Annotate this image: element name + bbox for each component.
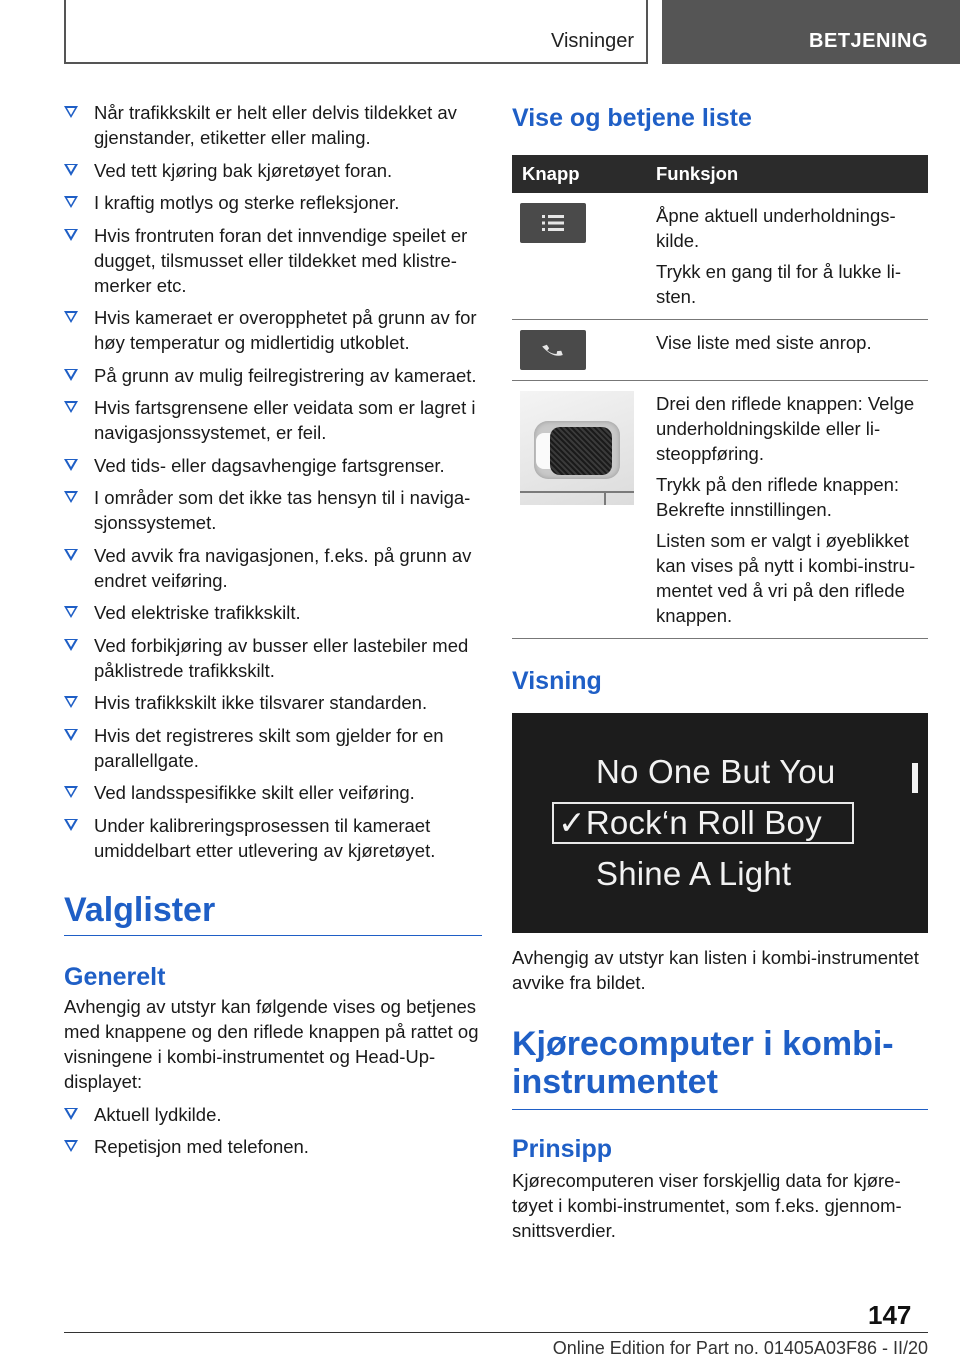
triangle-bullet-icon (64, 786, 78, 798)
list-item: Under kalibreringsprosessen til kameraet umiddelbart etter utlevering av kjøretøyet. (64, 813, 482, 863)
function-text: Drei den riflede knappen: Velge underholdningskilde eller listeoppføring. (656, 393, 915, 464)
list-menu-icon (520, 203, 586, 243)
triangle-bullet-icon (64, 639, 78, 651)
triangle-bullet-icon (64, 401, 78, 413)
generelt-paragraph: Avhengig av utstyr kan følgende vises og betjenes med knappene og den riflede knappen på rattet og visningene i kombi-instrumentet og Head-Up-displayet: (64, 995, 479, 1092)
triangle-bullet-icon (64, 491, 78, 503)
triangle-bullet-icon (64, 229, 78, 241)
triangle-bullet-icon (64, 311, 78, 323)
list-item: Ved landsspesifikke skilt eller veiføring. (64, 780, 482, 805)
heading-generelt: Generelt (64, 962, 166, 991)
triangle-bullet-icon (64, 196, 78, 208)
triangle-bullet-icon (64, 1140, 78, 1152)
list-item: Ved tett kjøring bak kjøretøyet foran. (64, 158, 482, 183)
heading-kjorecomputer: Kjørecomputer i kombiinstrumentet (512, 1025, 894, 1101)
triangle-bullet-icon (64, 606, 78, 618)
function-text: Vise liste med siste anrop. (656, 332, 872, 353)
list-item: I områder som det ikke tas hensyn til i navigasjonssystemet. (64, 485, 482, 535)
column-header-knapp: Knapp (512, 155, 644, 193)
phone-handset-icon (520, 330, 586, 370)
triangle-bullet-icon (64, 1108, 78, 1120)
display-screenshot (512, 713, 928, 933)
list-item: På grunn av mulig feilregistrering av kameraet. (64, 363, 482, 388)
list-item: Når trafikkskilt er helt eller delvis tildekket av gjenstander, etiketter eller maling. (64, 100, 482, 150)
chapter-title: BETJENING (809, 30, 928, 52)
heading-prinsipp: Prinsipp (512, 1135, 613, 1163)
scrollbar-indicator (912, 763, 918, 793)
knurled-wheel-image (520, 391, 634, 505)
screen-list-item: Shine A Light (596, 855, 792, 892)
section-title: Visninger (550, 30, 634, 52)
triangle-bullet-icon (64, 106, 78, 118)
triangle-bullet-icon (64, 549, 78, 561)
table-row (512, 381, 928, 639)
prinsipp-paragraph: Kjørecomputeren viser forskjellig data for kjøretøyet i kombi-instrumentet, som f.eks. gjennomsnittsverdier. (512, 1170, 902, 1241)
table-row (512, 193, 928, 320)
triangle-bullet-icon (64, 459, 78, 471)
list-item: Hvis kameraet er overopphetet på grunn av for høy temperatur og midlertidig utkoblet. (64, 305, 482, 355)
list-item: Ved avvik fra navigasjonen, f.eks. på grunn av endret veiføring. (64, 543, 482, 593)
left-column (64, 100, 482, 1167)
triangle-bullet-icon (64, 819, 78, 831)
function-text: Trykk en gang til for å lukke listen. (656, 261, 902, 307)
list-item: Ved elektriske trafikkskilt. (64, 600, 482, 625)
list-item: Repetisjon med telefonen. (64, 1134, 482, 1159)
function-text: Åpne aktuell underholdningskilde. (656, 205, 896, 251)
screen-list-item: No One But You (596, 753, 836, 790)
list-item: Ved forbikjøring av busser eller lastebiler med påklistrede trafikkskilt. (64, 633, 482, 683)
screen-selected-item: ✓Rock‘n Roll Boy (558, 804, 822, 841)
button-function-table (512, 155, 928, 639)
list-item: Hvis fartsgrensene eller veidata som er lagret i navigasjonssystemet, er feil. (64, 395, 482, 445)
function-text: Trykk på den riflede knappen: Bekrefte innstillingen. (656, 474, 900, 520)
right-column (512, 100, 928, 1243)
header-chapter-box (662, 0, 960, 64)
list-item: Ved tids- eller dagsavhengige fartsgrenser. (64, 453, 482, 478)
list-item: Hvis trafikkskilt ikke tilsvarer standarden. (64, 690, 482, 715)
triangle-bullet-icon (64, 369, 78, 381)
list-item: Hvis frontruten foran det innvendige speilet er dugget, tilsmusset eller tildekket med klistremerker etc. (64, 223, 482, 298)
triangle-bullet-icon (64, 696, 78, 708)
function-text: Listen som er valgt i øyeblikket kan vises på nytt i kombi-instrumentet ved å vri på den riflede knappen. (656, 530, 916, 626)
heading-vise-og-betjene-liste: Vise og betjene liste (512, 104, 752, 132)
header-left-box (64, 0, 648, 64)
conditions-list (64, 100, 482, 863)
table-row (512, 320, 928, 381)
footer-edition-note: Online Edition for Part no. 01405A03F86 - II/20 (552, 1338, 928, 1358)
triangle-bullet-icon (64, 729, 78, 741)
heading-valglister: Valglister (64, 890, 216, 929)
list-item: Aktuell lydkilde. (64, 1102, 482, 1127)
list-item: Hvis det registreres skilt som gjelder for en parallellgate. (64, 723, 482, 773)
page-number: 147 (868, 1300, 912, 1330)
display-caption: Avhengig av utstyr kan listen i kombi-instrumentet avvike fra bildet. (512, 947, 919, 993)
sources-list (64, 1102, 482, 1160)
footer-rule (64, 1332, 928, 1333)
list-item: I kraftig motlys og sterke refleksjoner. (64, 190, 482, 215)
valglister-heading-block (64, 891, 482, 936)
heading-visning: Visning (512, 667, 602, 695)
column-header-funksjon: Funksjon (644, 155, 928, 193)
triangle-bullet-icon (64, 164, 78, 176)
kjorecomputer-heading-block (512, 1025, 928, 1110)
